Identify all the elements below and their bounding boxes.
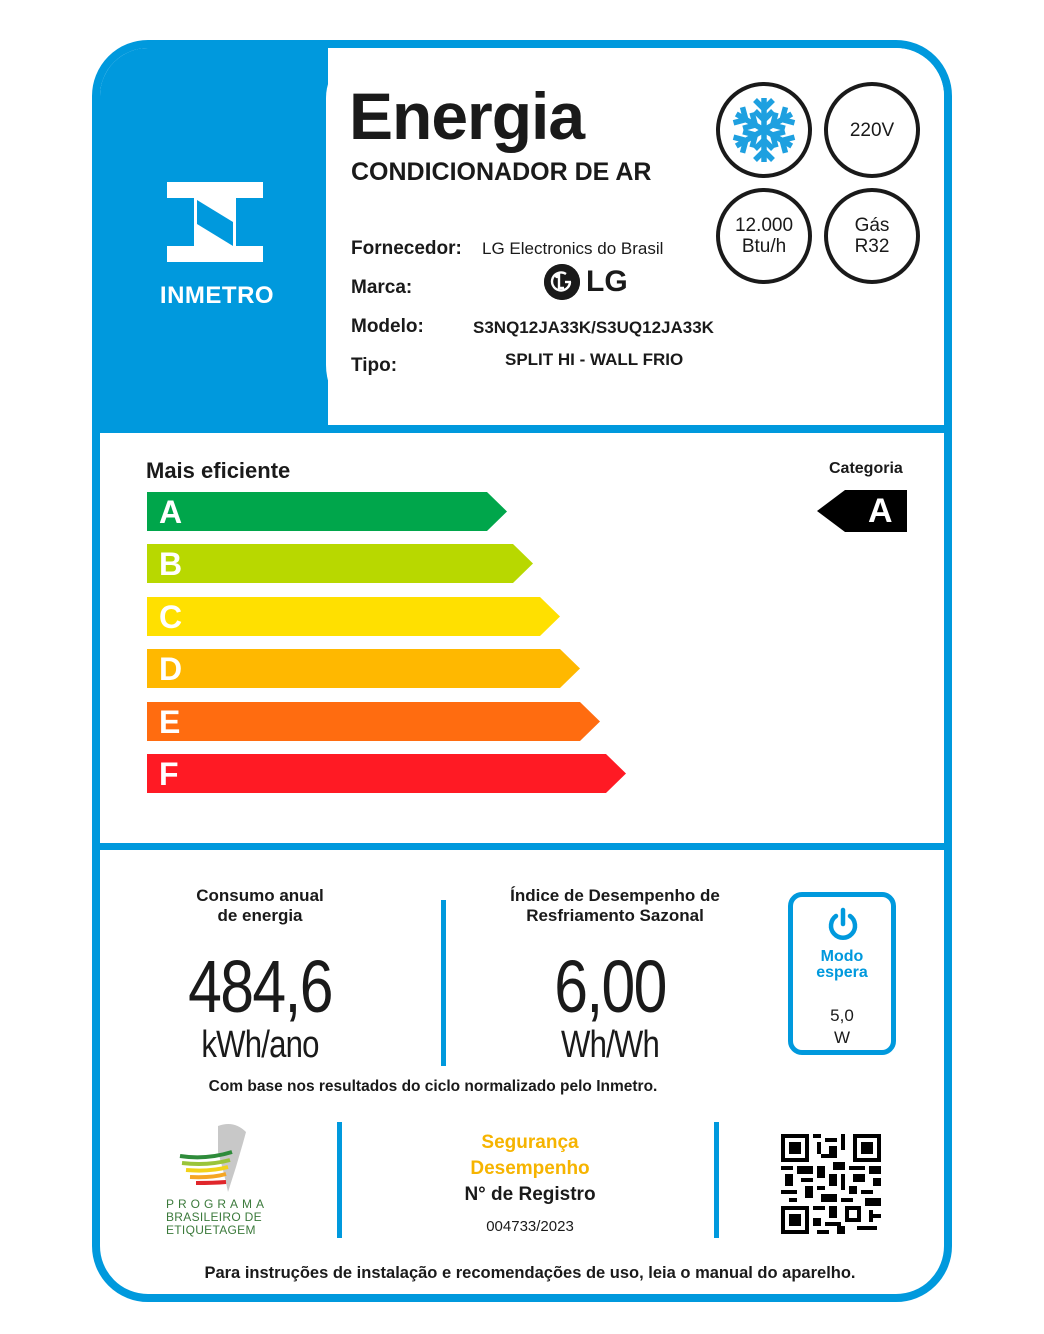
capacity-badge xyxy=(716,188,812,284)
consumption-value: 484,6 xyxy=(188,945,332,1028)
type-value: SPLIT HI - WALL FRIO xyxy=(505,350,684,369)
pbe-line: ETIQUETAGEM xyxy=(166,1223,256,1237)
idrs-unit: Wh/Wh xyxy=(560,1024,660,1066)
idrs-title-line: Resfriamento Sazonal xyxy=(526,906,704,925)
consumption-title-line: Consumo anual xyxy=(196,886,324,905)
section-divider xyxy=(100,425,952,433)
seal-safety: Segurança xyxy=(481,1132,579,1153)
standby-box xyxy=(788,892,896,1055)
metric-divider xyxy=(441,900,446,1066)
supplier-value: LG Electronics do Brasil xyxy=(482,239,664,258)
idrs-title xyxy=(470,886,760,926)
scale-bar-a xyxy=(147,492,509,531)
idrs-title-line: Índice de Desempenho de xyxy=(510,886,720,905)
section-divider xyxy=(100,843,952,850)
brand-label: Marca: xyxy=(351,277,413,298)
capacity-value: 12.000 xyxy=(734,215,794,236)
scale-letter: C xyxy=(159,599,183,635)
supplier-label: Fornecedor: xyxy=(351,238,462,259)
gas-value: R32 xyxy=(854,236,890,257)
category-label: Categoria xyxy=(829,460,903,477)
consumption-unit: kWh/ano xyxy=(201,1024,319,1066)
idrs-value: 6,00 xyxy=(554,945,666,1028)
pbe-logo xyxy=(166,1122,296,1237)
standby-power xyxy=(793,1005,891,1049)
lg-logo-icon xyxy=(544,264,580,300)
scale-letter: B xyxy=(159,546,183,582)
scale-heading: Mais eficiente xyxy=(146,458,291,483)
consumption-title xyxy=(160,886,360,926)
gas-label: Gás xyxy=(854,215,890,236)
pbe-line: PROGRAMA xyxy=(166,1197,269,1211)
registry-number: 004733/2023 xyxy=(486,1218,574,1235)
footer-instructions: Para instruções de instalação e recomendações de uso, leia o manual do aparelho. xyxy=(204,1264,856,1282)
capacity-unit: Btu/h xyxy=(741,236,787,257)
inmetro-mark-icon xyxy=(167,182,263,262)
registry-divider xyxy=(337,1122,342,1238)
standby-label-line: Modo xyxy=(820,948,864,965)
pbe-text xyxy=(166,1198,296,1237)
scale-letter: E xyxy=(159,704,181,740)
model-label: Modelo: xyxy=(351,316,424,337)
seal-performance: Desempenho xyxy=(470,1158,590,1179)
registry-label: N° de Registro xyxy=(464,1184,596,1205)
pbe-line: BRASILEIRO DE xyxy=(166,1210,262,1224)
model-value: S3NQ12JA33K/S3UQ12JA33K xyxy=(473,318,714,337)
page-title: Energia xyxy=(349,79,585,153)
voltage-value: 220V xyxy=(849,119,895,141)
power-icon xyxy=(827,907,859,941)
brand-logo xyxy=(544,264,628,300)
pbe-emblem-icon xyxy=(166,1122,296,1198)
snowflake-icon xyxy=(728,94,800,166)
consumption-title-line: de energia xyxy=(217,906,303,925)
gas-badge xyxy=(824,188,920,284)
registry-divider xyxy=(714,1122,719,1238)
scale-bar-d xyxy=(147,649,581,688)
scale-bar-b xyxy=(147,544,535,583)
standby-label xyxy=(793,949,891,981)
category-arrow-icon xyxy=(817,490,907,532)
scale-letter: A xyxy=(159,494,183,530)
standby-value: 5,0 xyxy=(830,1006,854,1025)
product-type: CONDICIONADOR DE AR xyxy=(351,158,652,186)
scale-bar-e xyxy=(147,702,601,741)
standby-label-line: espera xyxy=(816,964,868,981)
standby-unit: W xyxy=(833,1028,851,1047)
energy-label xyxy=(92,40,952,1302)
qr-code-icon[interactable] xyxy=(781,1134,881,1234)
methodology-note: Com base nos resultados do ciclo normalizado pelo Inmetro. xyxy=(208,1078,658,1095)
scale-letter: D xyxy=(159,651,183,687)
scale-bar-c xyxy=(147,597,561,636)
voltage-badge xyxy=(824,82,920,178)
category-value: A xyxy=(868,492,893,530)
inmetro-logo-text: INMETRO xyxy=(159,282,275,309)
brand-value: LG xyxy=(586,265,628,298)
scale-letter: F xyxy=(159,756,179,792)
cooling-mode-badge xyxy=(716,82,812,178)
scale-bar-f xyxy=(147,754,627,793)
type-label: Tipo: xyxy=(351,355,398,376)
